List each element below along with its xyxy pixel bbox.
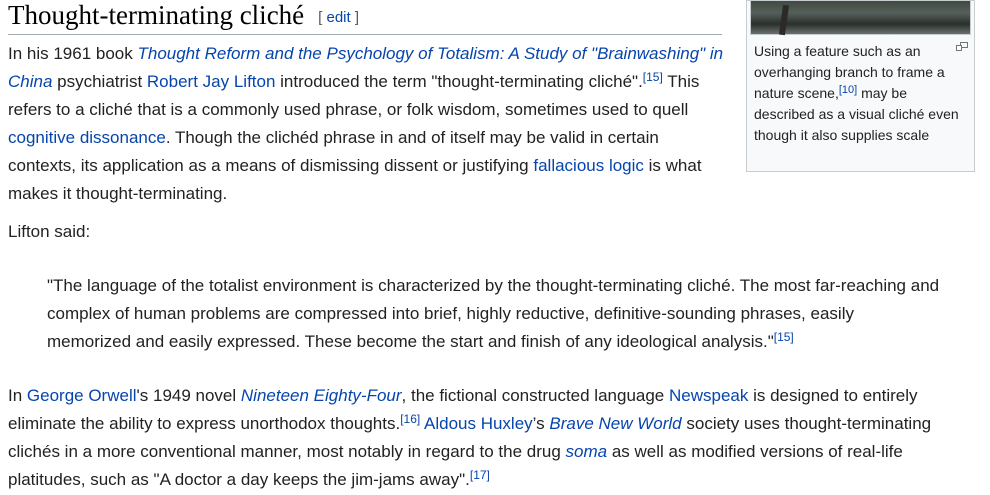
edit-bracket-close: ]: [354, 9, 360, 26]
cognitive-dissonance-link[interactable]: cognitive dissonance: [8, 128, 166, 147]
text: 's 1949 novel: [136, 386, 241, 405]
text: is designed to entirely eliminate the ability to express unorthodox thoughts.: [8, 386, 918, 433]
thumbnail-caption: [754, 41, 969, 146]
text: society uses thought-terminating clichés in a more conventional manner, most notably in regard to the drug: [8, 414, 932, 461]
text: ’s: [532, 414, 550, 433]
text: This refers to a cliché that is a commonly used phrase, or folk wisdom, sometimes used to quell: [8, 72, 700, 119]
text: In his 1961 book: [8, 44, 138, 63]
text: . Though the clichéd phrase in and of itself may be valid in certain contexts, its application as a means of dismissing dissent or justifying: [8, 128, 659, 175]
thumbnail-image[interactable]: [750, 1, 971, 35]
reference-link[interactable]: [10]: [838, 84, 858, 96]
orwell-link[interactable]: George Orwell: [26, 386, 137, 405]
paragraph-orwell: [8, 382, 983, 494]
edit-bracket-open: [: [318, 9, 323, 26]
reference-link[interactable]: [17]: [469, 468, 490, 482]
blockquote: [47, 272, 942, 356]
edit-link[interactable]: edit: [326, 9, 351, 26]
text: In: [8, 386, 27, 405]
huxley-link[interactable]: Aldous Huxley: [424, 414, 533, 433]
paragraph-lifton: [8, 40, 726, 208]
book-link[interactable]: Thought Reform and the Psychology of Totalism: A Study of "Brainwashing" in China: [8, 44, 724, 91]
edit-section: [318, 9, 359, 26]
newspeak-link[interactable]: Newspeak: [668, 386, 749, 405]
fallacious-logic-link[interactable]: fallacious logic: [533, 156, 644, 175]
reference-link[interactable]: [16]: [400, 412, 421, 426]
section-heading: [8, 0, 722, 35]
nineteen-eighty-four-link[interactable]: Nineteen Eighty-Four: [240, 386, 402, 405]
text: is what makes it thought-terminating.: [8, 156, 702, 203]
soma-link[interactable]: soma: [565, 442, 608, 461]
quote-text: "The language of the totalist environment is characterized by the thought-terminating cliché. The most far-reaching and complex of human problems are compressed into brief, highly reductive, definitive-sounding phrases, easily memorized and easily expressed. These become the start and finish of any ideological analysis.": [47, 276, 940, 351]
lifton-link[interactable]: Robert Jay Lifton: [146, 72, 276, 91]
caption-text: Using a feature such as an overhanging branch to frame a nature scene,: [754, 43, 945, 101]
brave-new-world-link[interactable]: Brave New World: [549, 414, 682, 433]
caption-text: may be described as a visual cliché even though it also supplies scale: [754, 85, 959, 143]
text: , the fictional constructed language: [401, 386, 669, 405]
text: psychiatrist: [52, 72, 147, 91]
reference-link[interactable]: [15]: [642, 70, 663, 84]
paragraph-lifton-said: Lifton said:: [8, 222, 91, 241]
reference-link[interactable]: [15]: [773, 330, 794, 344]
thumbnail-box: [746, 0, 975, 172]
text: introduced the term "thought-terminating cliché".: [275, 72, 643, 91]
heading-title: Thought-terminating cliché: [8, 0, 305, 30]
text: as well as modified versions of real-life platitudes, such as "A doctor a day keeps the jim-jams away".: [8, 442, 903, 489]
